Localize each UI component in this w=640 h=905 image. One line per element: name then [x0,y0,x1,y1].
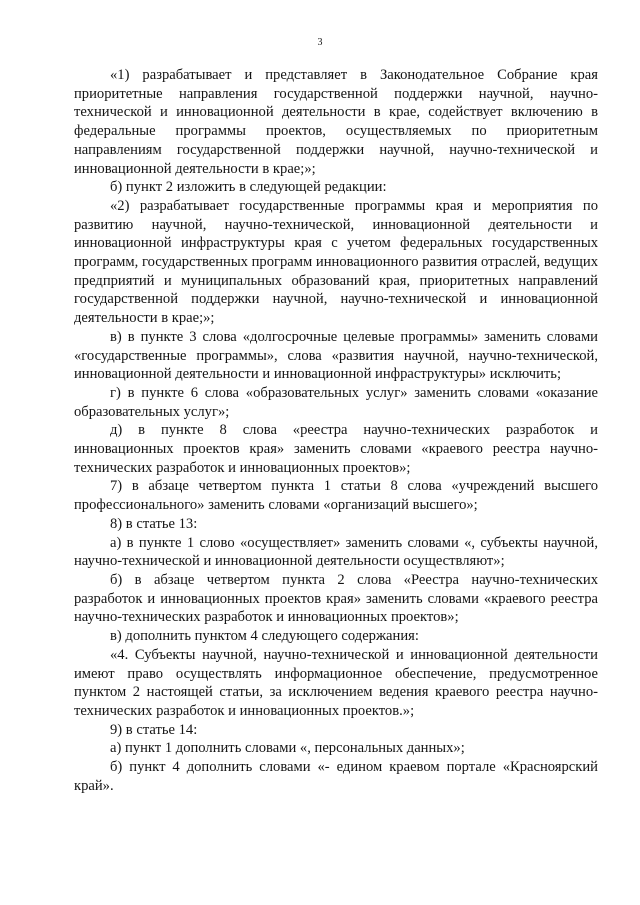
paragraph-amend-item-2: «2) разрабатывает государственные программы края и мероприятия по развитию научной, научно-технической, инновационной деятельности и инновационной инфраструктуры края с учетом федеральных государственных программ, государственных программ инновационного развития отраслей, ведущих предприятий и муниципальных образований края, приоритетных направлений государственной поддержки научной, научно-технической и инновационной деятельности в крае;»; [74,197,598,327]
paragraph-item-9b: б) пункт 4 дополнить словами «- едином краевом портале «Красноярский край». [74,759,598,794]
paragraph-item-9: 9) в статье 14: [110,721,198,738]
paragraph-new-item-4: «4. Субъекты научной, научно-технической и инновационной деятельности имеют право осуществлять информационное обеспечение, предусмотренное пунктом 2 настоящей статьи, за исключением ведения краевого реестра научно-технических разработок и инновационных проектов.»; [74,646,598,719]
paragraph-item-7: 7) в абзаце четвертом пункта 1 статьи 8 слова «учреждений высшего профессионального» заменить словами «организаций высшего»; [74,478,598,514]
document-body [74,66,598,795]
page-number: 3 [317,37,323,48]
paragraph-item-8v: в) дополнить пунктом 4 следующего содержания: [110,628,419,645]
paragraph-item-g: г) в пункте 6 слова «образовательных услуг» заменить словами «оказание образовательных услуг»; [74,384,598,420]
paragraph-item-8: 8) в статье 13: [110,515,198,532]
paragraph-item-v: в) в пункте 3 слова «долгосрочные целевые программы» заменить словами «государственные программы», слова «развития научной, научно-технической, инновационной деятельности и инновационной инфраструктуры» исключить; [74,328,598,383]
paragraph-item-8a: а) в пункте 1 слово «осуществляет» заменить словами «, субъекты научной, научно-технической и инновационной деятельности осуществляют»; [74,534,598,570]
paragraph-item-b: б) пункт 2 изложить в следующей редакции: [110,179,387,196]
paragraph-amend-item-1: «1) разрабатывает и представляет в Законодательное Собрание края приоритетные направления государственной поддержки научной, научно-технической и инновационной деятельности в крае, содействует включению в федеральные программы проектов, осуществляемых по приоритетным направлениям государственной поддержки научной, научно-технической и инновационной деятельности в крае;»; [74,67,598,177]
paragraph-item-8b: б) в абзаце четвертом пункта 2 слова «Реестра научно-технических разработок и инновационных проектов края» заменить словами «краевого реестра научно-технических разработок и инновационных проектов»; [74,571,598,626]
paragraph-item-9a: а) пункт 1 дополнить словами «, персональных данных»; [110,740,465,757]
paragraph-item-d: д) в пункте 8 слова «реестра научно-технических разработок и инновационных проектов края» заменить словами «краевого реестра научно-технических разработок и инновационных проектов»; [74,422,598,476]
